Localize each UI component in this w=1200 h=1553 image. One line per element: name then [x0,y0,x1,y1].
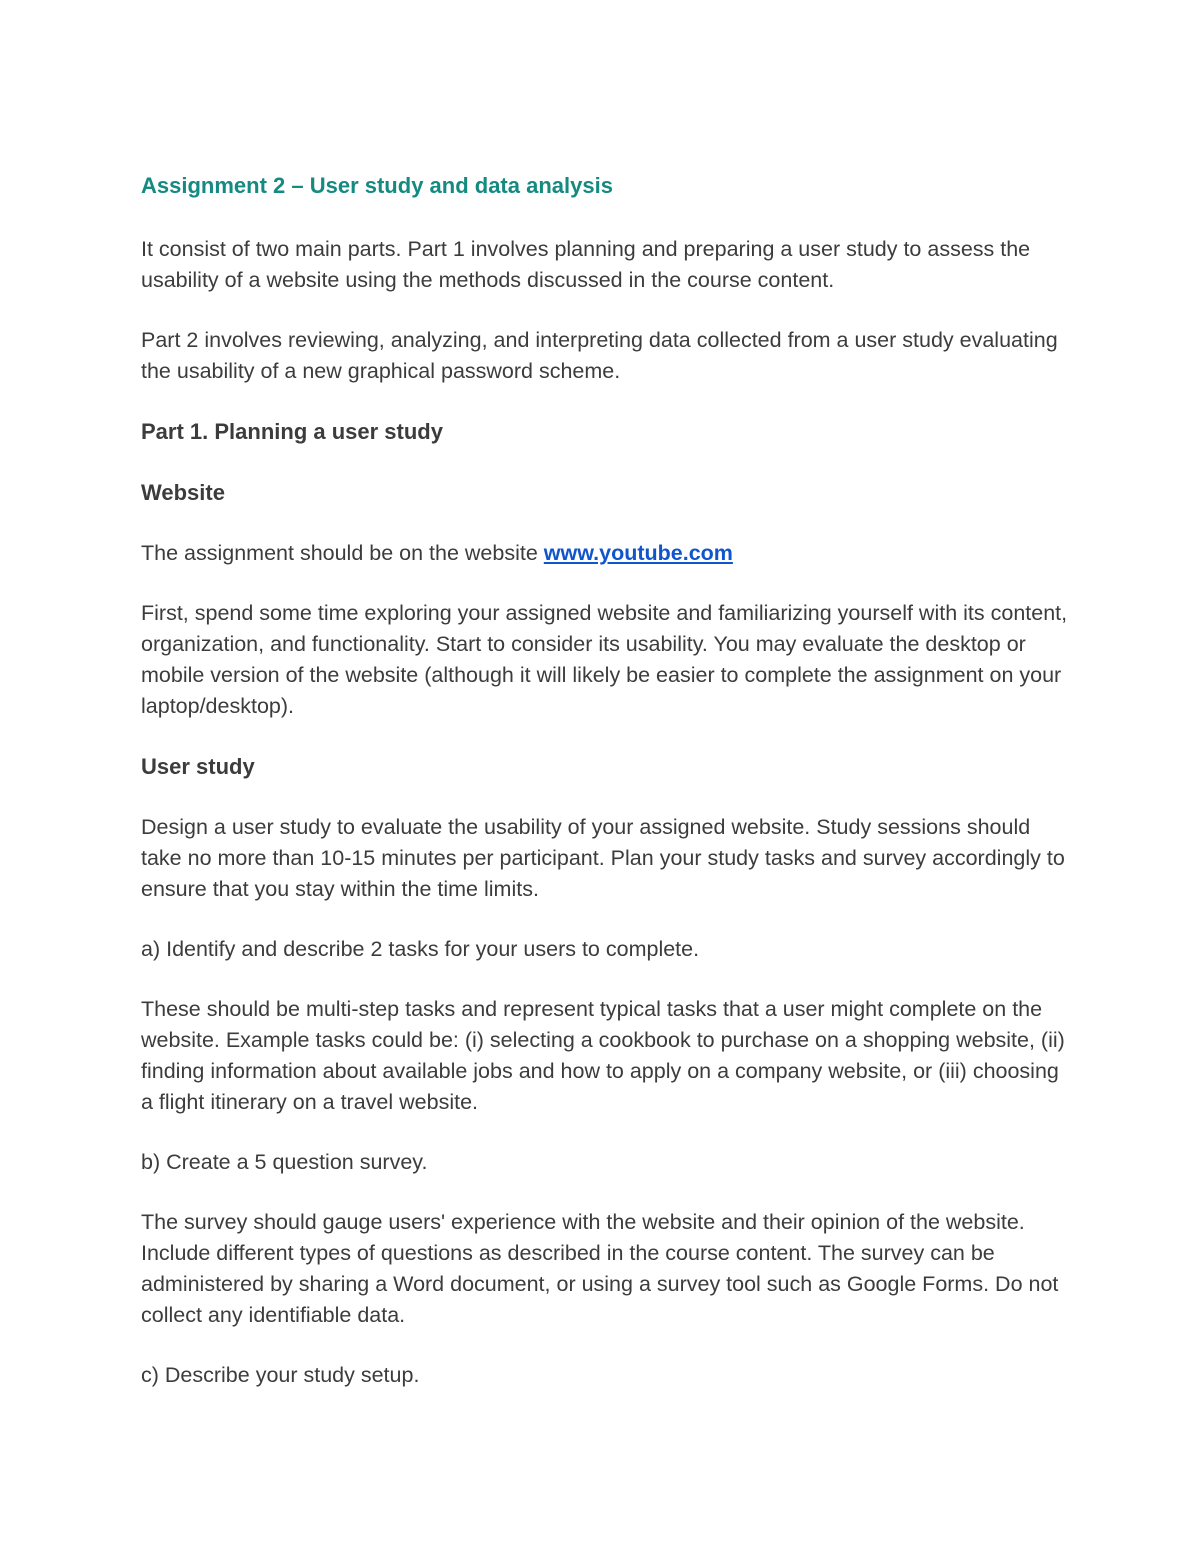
website-text: The assignment should be on the website [141,541,544,565]
document-page [141,170,1071,1420]
website-paragraph [141,538,1071,569]
user-study-heading: User study [141,754,255,779]
website-heading: Website [141,480,225,505]
item-a: a) Identify and describe 2 tasks for your users to complete. [141,937,700,961]
item-c: c) Describe your study setup. [141,1363,420,1387]
design-paragraph: Design a user study to evaluate the usability of your assigned website. Study sessions should take no more than 10-15 minutes per participant. Plan your study tasks and survey accordingly to ensure that you stay within the time limits. [141,815,1065,901]
intro-paragraph-2: Part 2 involves reviewing, analyzing, and interpreting data collected from a user study evaluating the usability of a new graphical password scheme. [141,328,1058,383]
item-b: b) Create a 5 question survey. [141,1150,428,1174]
youtube-link[interactable]: www.youtube.com [543,541,733,565]
explore-paragraph: First, spend some time exploring your assigned website and familiarizing yourself with its content, organization, and functionality. Start to consider its usability. You may evaluate the desktop or mobile version of the website (although it will likely be easier to complete the assignment on your laptop/desktop). [141,601,1068,718]
item-a-detail: These should be multi-step tasks and represent typical tasks that a user might complete on the website. Example tasks could be: (i) selecting a cookbook to purchase on a shopping website, (ii) finding information about available jobs and how to apply on a company website, or (iii) choosing a flight itinerary on a travel website. [141,997,1065,1114]
intro-paragraph-1: It consist of two main parts. Part 1 involves planning and preparing a user study to assess the usability of a website using the methods discussed in the course content. [141,237,1031,292]
item-b-detail: The survey should gauge users' experience with the website and their opinion of the website. Include different types of questions as described in the course content. The survey can be administered by sharing a Word document, or using a survey tool such as Google Forms. Do not collect any identifiable data. [141,1210,1059,1327]
document-title: Assignment 2 – User study and data analysis [141,173,613,198]
part1-heading: Part 1. Planning a user study [141,419,443,444]
